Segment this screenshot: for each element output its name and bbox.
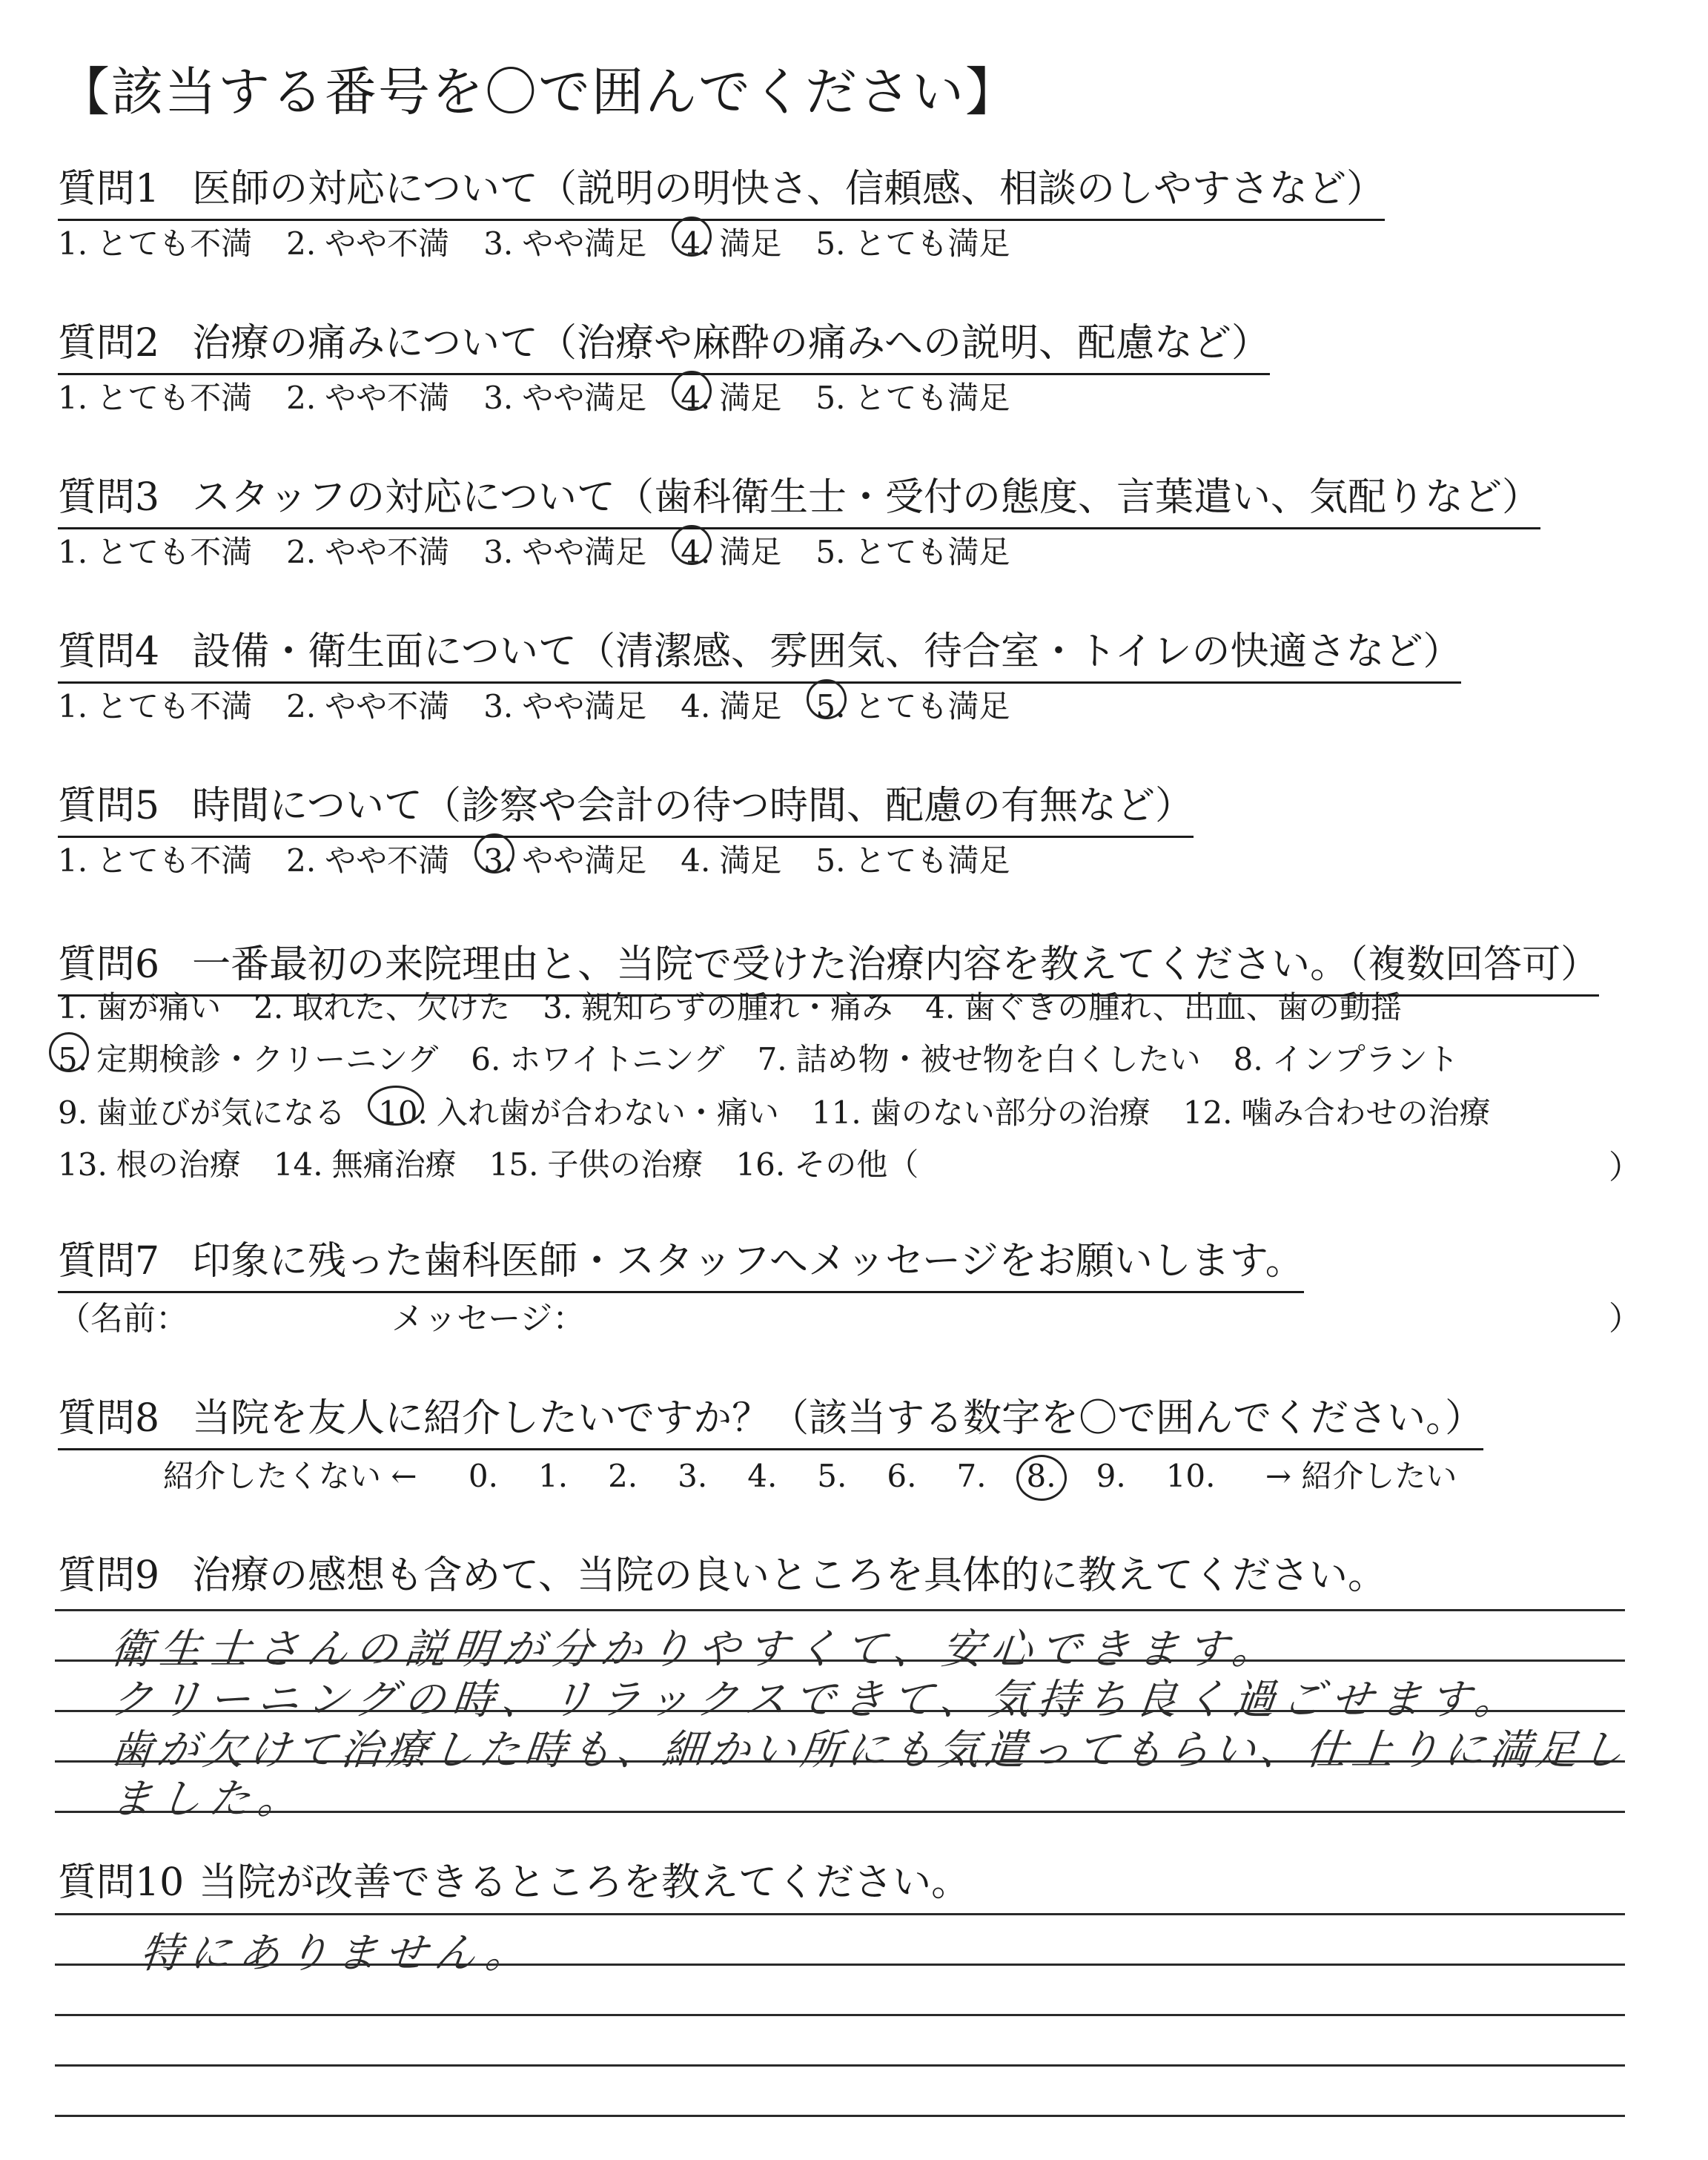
message-label: メッセージ： [391,1300,586,1338]
option-number: 2. [286,534,317,570]
scale-number: 3. [678,1458,708,1494]
reason-options-row [58,1140,951,1185]
option-label: その他（ [794,1146,919,1183]
question-number: 質問4 [58,630,160,674]
option-number: 1. [58,534,88,570]
option-label: やや不満 [325,688,450,724]
question-text: 医師の対応について（説明の明快さ、信頼感、相談のしやすさなど） [192,167,1385,211]
reason-option[interactable] [274,1140,457,1185]
scale-number: 7. [956,1458,987,1494]
rating-options [58,528,1044,572]
reason-options-row [58,983,1434,1028]
question-10 [58,1851,970,1912]
option-label: とても不満 [96,380,253,416]
option-label: やや不満 [325,380,450,416]
option-number: 10. [378,1094,428,1131]
rating-options [58,836,1044,881]
question-number: 質問1 [58,167,160,211]
rating-option-1[interactable] [58,682,252,727]
option-label: 詰め物・被せ物を白くしたい [795,1041,1201,1077]
option-number: 5. [815,225,846,262]
rating-options [58,219,1044,264]
rating-option-3[interactable] [483,219,646,264]
option-label: 無痛治療 [331,1146,457,1183]
other-close-paren: ） [1609,1149,1641,1186]
question-text: 治療の痛みについて（治療や麻酔の痛みへの説明、配慮など） [192,321,1271,366]
reason-option[interactable] [925,983,1402,1028]
rating-option-5[interactable] [815,374,1010,418]
option-label: やや不満 [325,225,450,262]
option-number: 9. [58,1094,88,1131]
rating-option-5[interactable] [815,219,1010,264]
option-label: 入れ歯が合わない・痛い [436,1094,779,1131]
rating-option-1[interactable] [58,836,252,881]
circle-mark-icon [807,679,847,719]
option-label: やや満足 [522,380,647,416]
option-number: 3. [483,225,514,262]
question-text: 時間について（診察や会計の待つ時間、配慮の有無など） [192,784,1194,828]
rating-option-1[interactable] [58,219,252,264]
option-number: 1. [58,989,88,1025]
option-number: 5. [815,380,846,416]
scale-value[interactable] [538,1458,568,1494]
scale-number: 6. [887,1458,917,1494]
option-label: とても満足 [854,225,1010,262]
rating-option-2[interactable] [286,682,449,727]
option-number: 8. [1233,1041,1263,1077]
rating-option-4-selected[interactable] [681,219,781,264]
scale-value-selected[interactable] [1027,1458,1056,1494]
option-number: 4. [681,380,711,416]
option-number: 4. [681,842,711,879]
question-7 [58,1229,1304,1293]
option-number: 6. [471,1041,501,1077]
question-number: 質問7 [58,1239,160,1284]
circle-mark-icon [368,1086,424,1126]
option-number: 3. [483,842,514,879]
answer-line [55,2014,1625,2016]
option-label: とても満足 [854,842,1010,879]
scale-value[interactable] [956,1458,986,1494]
scale-number: 8. [1026,1458,1056,1494]
rating-option-2[interactable] [286,219,449,264]
reason-option[interactable] [543,983,893,1028]
rating-option-4[interactable] [681,682,781,727]
reason-option[interactable] [489,1140,704,1185]
option-number: 12. [1182,1094,1233,1131]
scale-number: 4. [747,1458,778,1494]
scale-number: 2. [608,1458,638,1494]
circle-mark-icon [1016,1455,1067,1501]
option-label: やや不満 [325,842,450,879]
rating-option-1[interactable] [58,374,252,418]
scale-number: 1. [537,1458,569,1494]
option-number: 3. [483,380,514,416]
question-text: 当院を友人に紹介したいですか？（該当する数字を〇で囲んでください。） [192,1396,1484,1441]
option-label: やや不満 [325,534,450,570]
circle-mark-icon [49,1032,89,1072]
option-label: やや満足 [522,534,647,570]
option-label: インプラント [1271,1041,1459,1077]
reason-option[interactable] [58,1089,345,1133]
scale-value[interactable] [1096,1458,1126,1494]
option-number: 5. [815,688,846,724]
option-label: やや満足 [522,225,647,262]
option-number: 16. [735,1146,786,1183]
rating-option-5[interactable] [815,528,1010,572]
question-3 [58,466,1540,529]
option-label: 噛み合わせの治療 [1241,1094,1491,1131]
recommend-scale [163,1452,1457,1496]
message-row [58,1292,586,1339]
option-number: 11. [811,1094,861,1131]
option-number: 7. [757,1041,787,1077]
option-label: 定期検診・クリーニング [96,1041,439,1077]
option-number: 2. [286,842,317,879]
reason-option[interactable] [1234,1035,1459,1080]
answer-line [55,2115,1625,2117]
option-number: 1. [58,380,88,416]
option-number: 5. [815,534,846,570]
circle-mark-icon [672,525,712,565]
question-text: 治療の感想も含めて、当院の良いところを具体的に教えてください。 [192,1553,1387,1598]
option-label: 根の治療 [116,1146,241,1183]
reason-option[interactable] [1183,1089,1491,1133]
option-label: とても不満 [96,534,253,570]
handwritten-answer: 特にありません。 [138,1929,537,1978]
rating-option-4[interactable] [681,836,781,881]
option-label: 取れた、欠けた [292,989,511,1025]
scale-number: 5. [817,1458,847,1494]
scale-value[interactable] [608,1458,638,1494]
option-number: 1. [58,688,88,724]
option-label: やや満足 [522,688,647,724]
rating-option-2[interactable] [286,836,449,881]
option-number: 1. [58,225,88,262]
option-label: やや満足 [522,842,647,879]
scale-value[interactable] [887,1458,916,1494]
option-number: 4. [681,688,711,724]
option-label: 歯ぐきの腫れ、出血、歯の動揺 [964,989,1402,1025]
option-number: 1. [58,842,88,879]
circle-mark-icon [672,217,712,257]
rating-option-4-selected[interactable] [681,374,781,418]
scale-value[interactable] [469,1458,498,1494]
scale-number: 10. [1165,1458,1216,1494]
scale-value[interactable] [1166,1458,1216,1494]
option-number: 3. [483,688,514,724]
option-label: 歯のない部分の治療 [870,1094,1151,1131]
rating-option-5-selected[interactable] [815,682,1010,727]
circle-mark-icon [672,371,712,411]
option-number: 15. [489,1146,539,1183]
option-label: 満足 [719,688,782,724]
handwritten-answer: クリーニングの時、リラックスできて、気持ち良く過ごせます。 [108,1676,1526,1724]
option-label: 満足 [719,225,782,262]
option-number: 2. [254,989,284,1025]
reason-option[interactable] [58,983,221,1028]
question-text: 当院が改善できるところを教えてください。 [199,1860,970,1905]
option-label: とても不満 [96,688,253,724]
question-number: 質問5 [58,784,160,828]
reason-option[interactable] [735,1140,918,1185]
option-number: 2. [286,688,317,724]
scale-value[interactable] [678,1458,707,1494]
message-close-paren: ） [1609,1300,1641,1338]
rating-option-1[interactable] [58,528,252,572]
rating-option-3[interactable] [483,528,646,572]
scale-right-label: → 紹介したい [1265,1458,1457,1494]
option-number: 5. [58,1041,88,1077]
option-label: とても満足 [854,688,1010,724]
option-label: ホワイトニング [509,1041,725,1077]
handwritten-answer: 衛生士さんの説明が分かりやすくて、安心できます。 [108,1625,1284,1674]
rating-option-2[interactable] [286,374,449,418]
question-number: 質問6 [58,942,160,987]
question-number: 質問2 [58,321,160,366]
option-label: とても満足 [854,534,1010,570]
scale-value[interactable] [747,1458,777,1494]
rating-option-3[interactable] [483,682,646,727]
question-9 [58,1544,1386,1605]
option-number: 4. [925,989,956,1025]
handwritten-answer: 歯が欠けて治療した時も、細かい所にも気遣ってもらい、仕上りに満足し [108,1726,1630,1774]
question-text: 設備・衛生面について（清潔感、雰囲気、待合室・トイレの快適さなど） [192,630,1462,674]
question-number: 質問10 [58,1860,185,1905]
rating-options [58,682,1044,727]
answer-line [55,1609,1625,1611]
option-label: 満足 [719,534,782,570]
answer-line [55,1913,1625,1915]
option-label: 親知らずの腫れ・痛み [581,989,893,1025]
scale-number: 0. [468,1458,498,1494]
question-2 [58,311,1270,375]
form-header: 【該当する番号を〇で囲んでください】 [58,62,1019,122]
rating-option-5[interactable] [815,836,1010,881]
question-8 [58,1387,1483,1450]
option-number: 2. [286,225,317,262]
reason-option-selected[interactable] [58,1035,438,1080]
reason-option[interactable] [471,1035,724,1080]
answer-line [55,2064,1625,2067]
reason-option[interactable] [758,1035,1201,1080]
option-label: 歯が痛い [96,989,222,1025]
question-number: 質問9 [58,1553,160,1598]
scale-value[interactable] [817,1458,847,1494]
option-label: とても不満 [96,225,253,262]
question-number: 質問8 [58,1396,160,1441]
question-number: 質問3 [58,475,160,520]
rating-option-3-selected[interactable] [483,836,646,881]
question-4 [58,620,1461,684]
option-label: とても満足 [854,380,1010,416]
question-text: スタッフの対応について（歯科衛生士・受付の態度、言葉遣い、気配りなど） [192,475,1541,520]
option-number: 3. [543,989,573,1025]
option-number: 3. [483,534,514,570]
scale-number: 9. [1096,1458,1126,1494]
option-number: 4. [681,225,711,262]
rating-option-4-selected[interactable] [681,528,781,572]
option-number: 2. [286,380,317,416]
reason-option-selected[interactable] [378,1089,779,1133]
question-text: 一番最初の来院理由と、当院で受けた治療内容を教えてください。（複数回答可） [192,942,1600,987]
reason-option[interactable] [812,1089,1151,1133]
rating-option-2[interactable] [286,528,449,572]
option-label: 満足 [719,842,782,879]
name-label: （名前： [58,1300,188,1338]
option-number: 4. [681,534,711,570]
question-5 [58,774,1194,838]
option-label: とても不満 [96,842,253,879]
scale-left-label: 紹介したくない ← [163,1458,417,1494]
reason-options-row [58,1035,1492,1080]
reason-option[interactable] [58,1140,241,1185]
question-text: 印象に残った歯科医師・スタッフへメッセージをお願いします。 [192,1239,1304,1284]
rating-option-3[interactable] [483,374,646,418]
option-label: 満足 [719,380,782,416]
handwritten-answer: ました。 [108,1775,309,1823]
option-label: 子供の治療 [547,1146,704,1183]
option-number: 13. [58,1146,107,1183]
circle-mark-icon [474,833,514,873]
option-label: 歯並びが気になる [96,1094,346,1131]
option-number: 5. [815,842,846,879]
rating-options [58,374,1044,418]
question-1 [58,157,1385,221]
reason-options-row [58,1089,1523,1133]
reason-option[interactable] [254,983,510,1028]
option-number: 14. [273,1146,323,1183]
